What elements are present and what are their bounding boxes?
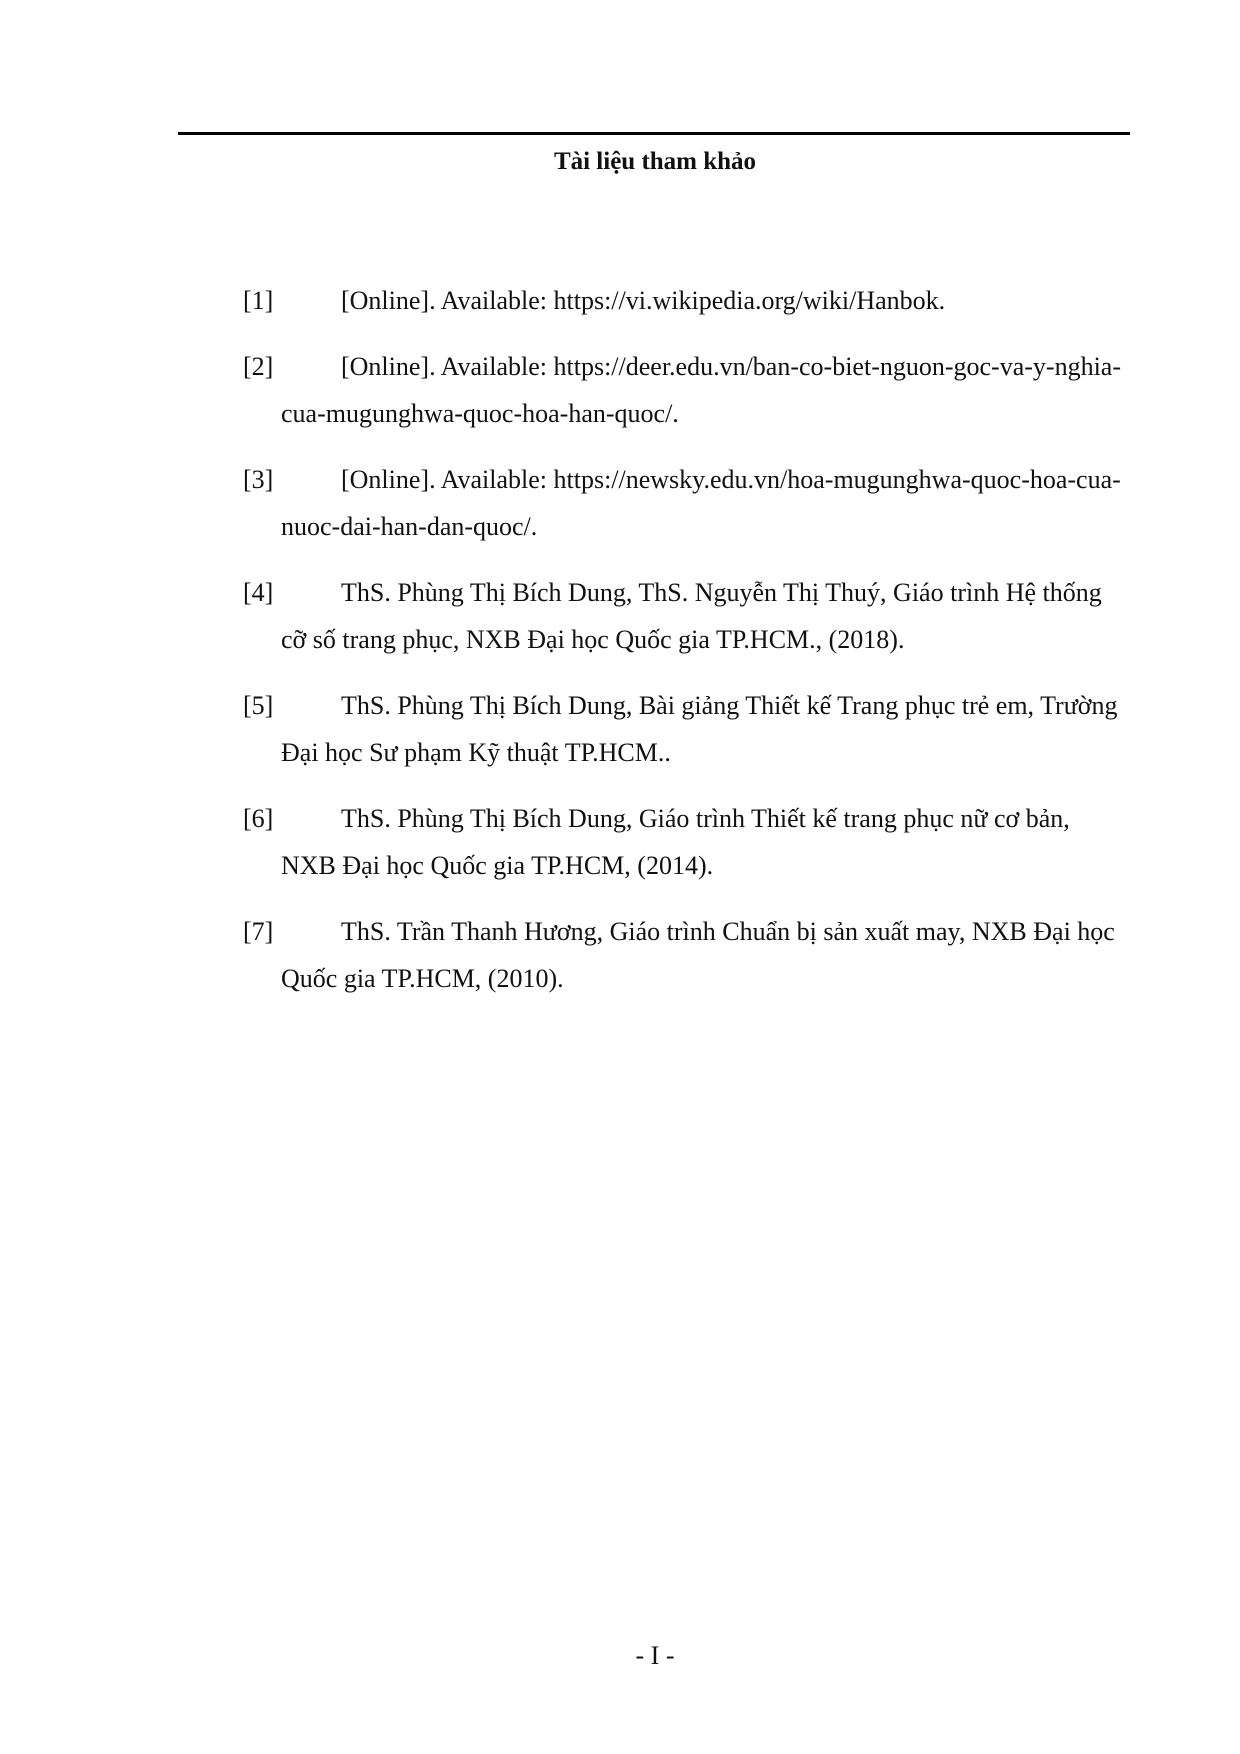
page-number: - I -: [635, 1641, 675, 1670]
reference-item: [243, 277, 1123, 324]
reference-number: [2]: [243, 352, 274, 381]
reference-number: [1]: [243, 286, 274, 315]
reference-text: ThS. Phùng Thị Bích Dung, Bài giảng Thiết kế Trang phục trẻ em, Trường Đại học Sư phạm Kỹ thuật TP.HCM..: [281, 691, 1118, 767]
reference-item: [243, 456, 1123, 550]
page-title: Tài liệu tham khảo: [553, 148, 757, 175]
reference-item: [243, 908, 1123, 1002]
reference-text: [Online]. Available: https://vi.wikipedia.org/wiki/Hanbok.: [341, 286, 946, 315]
reference-text: ThS. Phùng Thị Bích Dung, Giáo trình Thiết kế trang phục nữ cơ bản, NXB Đại học Quốc gia TP.HCM, (2014).: [281, 804, 1070, 880]
reference-number: [3]: [243, 465, 274, 494]
reference-number: [7]: [243, 917, 274, 946]
reference-text: ThS. Phùng Thị Bích Dung, ThS. Nguyễn Thị Thuý, Giáo trình Hệ thống cỡ số trang phục, NXB Đại học Quốc gia TP.HCM., (2018).: [281, 578, 1102, 654]
reference-item: [243, 569, 1123, 663]
reference-text: [Online]. Available: https://newsky.edu.vn/hoa-mugunghwa-quoc-hoa-cua-nuoc-dai-han-dan-quoc/.: [281, 465, 1121, 541]
reference-number: [5]: [243, 691, 274, 720]
reference-item: [243, 682, 1123, 776]
header-rule: [178, 132, 1130, 135]
reference-item: [243, 795, 1123, 889]
reference-list: [243, 277, 1123, 1021]
reference-text: ThS. Trần Thanh Hương, Giáo trình Chuẩn bị sản xuất may, NXB Đại học Quốc gia TP.HCM, (2010).: [281, 917, 1115, 993]
reference-number: [4]: [243, 578, 274, 607]
reference-text: [Online]. Available: https://deer.edu.vn/ban-co-biet-nguon-goc-va-y-nghia-cua-mugunghwa-quoc-hoa-han-quoc/.: [281, 352, 1121, 428]
reference-number: [6]: [243, 804, 274, 833]
reference-item: [243, 343, 1123, 437]
